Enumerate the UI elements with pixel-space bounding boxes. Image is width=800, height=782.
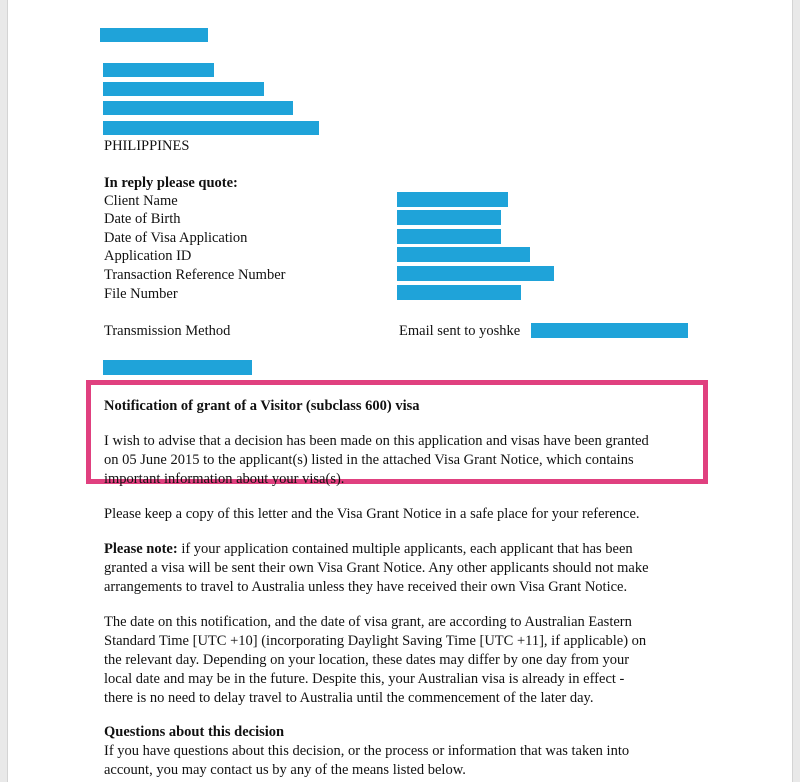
field-transaction-reference-number: Transaction Reference Number (104, 267, 286, 283)
please-note-text: if your application contained multiple applicants, each applicant that has been (177, 541, 633, 557)
transmission-label: Transmission Method (104, 323, 231, 339)
field-date-of-birth: Date of Birth (104, 211, 181, 227)
address-country: PHILIPPINES (104, 138, 190, 154)
please-note-line-2: granted a visa will be sent their own Visa Grant Notice. Any other applicants should not make (104, 560, 649, 576)
date-paragraph-line-5: there is no need to delay travel to Australia until the commencement of the later day. (104, 690, 594, 706)
redacted-address-line-3 (103, 101, 293, 115)
date-paragraph-line-4: local date and may be in the future. Despite this, your Australian visa is already in effect - (104, 671, 625, 687)
redacted-application-id (397, 247, 530, 262)
please-note-line-1 (104, 539, 633, 559)
reference-heading: In reply please quote: (104, 175, 238, 191)
redacted-name (100, 28, 208, 42)
notification-line-1: I wish to advise that a decision has been made on this application and visas have been granted (104, 433, 649, 449)
field-file-number: File Number (104, 286, 178, 302)
redacted-date-of-birth (397, 210, 501, 225)
redacted-client-name (397, 192, 508, 207)
redacted-date-of-visa-application (397, 229, 501, 244)
redacted-file-number (397, 285, 521, 300)
notification-title: Notification of grant of a Visitor (subclass 600) visa (104, 398, 420, 414)
redacted-address-line-4 (103, 121, 319, 135)
questions-line-2: account, you may contact us by any of the means listed below. (104, 762, 466, 778)
keep-copy-paragraph: Please keep a copy of this letter and the Visa Grant Notice in a safe place for your reference. (104, 506, 640, 522)
date-paragraph-line-1: The date on this notification, and the date of visa grant, are according to Australian Eastern (104, 614, 632, 630)
redacted-signature-line (103, 360, 252, 375)
date-paragraph-line-2: Standard Time [UTC +10] (incorporating Daylight Saving Time [UTC +11], if applicable) on (104, 633, 647, 649)
redacted-address-line-1 (103, 63, 214, 77)
redacted-address-line-2 (103, 82, 264, 96)
please-note-label: Please note: (104, 541, 178, 557)
notification-line-2: on 05 June 2015 to the applicant(s) listed in the attached Visa Grant Notice, which contains (104, 452, 634, 468)
field-client-name: Client Name (104, 193, 178, 209)
date-paragraph-line-3: the relevant day. Depending on your location, these dates may differ by one day from your (104, 652, 630, 668)
field-application-id: Application ID (104, 248, 192, 264)
questions-heading: Questions about this decision (104, 724, 285, 740)
redacted-email (531, 323, 688, 338)
notification-line-3: important information about your visa(s). (104, 471, 345, 487)
please-note-line-3: arrangements to travel to Australia unless they have received their own Visa Grant Notice. (104, 579, 628, 595)
redacted-transaction-reference (397, 266, 554, 281)
questions-line-1: If you have questions about this decision, or the process or information that was taken into (104, 743, 630, 759)
transmission-value: Email sent to yoshke (399, 323, 521, 339)
field-date-of-visa-application: Date of Visa Application (104, 230, 248, 246)
